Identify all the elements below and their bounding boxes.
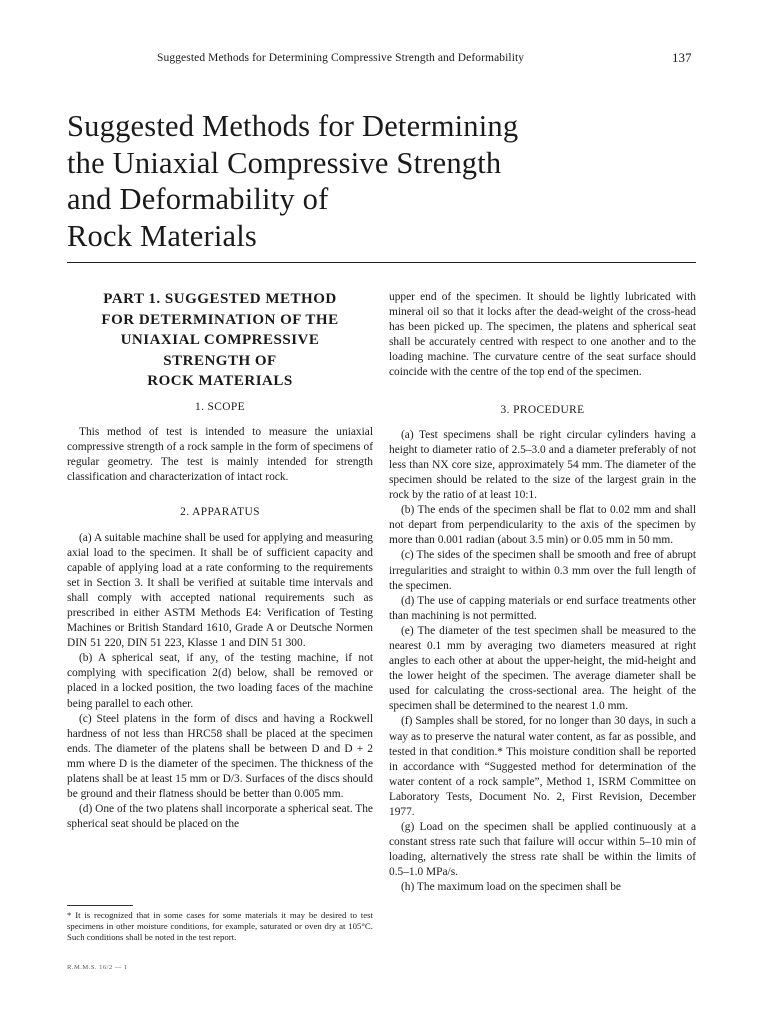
part-heading [67,289,373,392]
part-heading-line: UNIAXIAL COMPRESSIVE [120,332,320,349]
procedure-heading: 3. PROCEDURE [500,403,585,416]
apparatus-heading: 2. APPARATUS [180,506,260,519]
part-heading-line: FOR DETERMINATION OF THE [101,311,339,328]
footnote: * It is recognized that in some cases for some materials it may be desired to test specimens in other moisture conditions, for example, saturated or oven dry at 105°C. Such conditions shall be noted in the test report. [67,910,373,942]
procedure-paragraph-a: (a) Test specimens shall be right circular cylinders having a height to diameter ratio of 2.5–3.0 and a diameter preferably of not less than NX core size, approximately 54 mm. The diameter of the specimen should be related to the size of the largest grain in the rock by the ratio of at least 10:1. [389,428,696,502]
title-line: Suggested Methods for Determining [67,109,519,143]
procedure-paragraph-e: (e) The diameter of the test specimen shall be measured to the nearest 0.1 mm by averaging two diameters measured at right angles to each other at about the upper-height, the mid-height and the lower height of the specimen. The average diameter shall be used for calculating the cross-sectional area. The height of the specimen shall be determined to the nearest 1.0 mm. [389,624,696,713]
scope-heading: 1. SCOPE [194,400,246,413]
part-heading-line: PART 1. SUGGESTED METHOD [103,291,337,307]
procedure-paragraph-c: (c) The sides of the specimen shall be smooth and free of abrupt irregularities and straight to within 0.3 mm over the full length of the specimen. [389,549,696,592]
procedure-paragraph-h: (h) The maximum load on the specimen shall be [401,881,621,894]
apparatus-paragraph-a: (a) A suitable machine shall be used for applying and measuring axial load to the specimen. It shall be of sufficient capacity and capable of applying load at a rate conforming to the requirements set in Section 3. It shall be verified at suitable time intervals and shall comply with accepted national requirements such as prescribed in either ASTM Methods E4: Verification of Testing Machines or British Standard 1610, Grade A or Deutsche Normen DIN 51 220, DIN 51 223, Klasse 1 and DIN 51 300. [67,531,373,650]
page-number: 137 [672,50,692,65]
left-column [67,289,373,832]
part-heading-line: ROCK MATERIALS [147,373,293,390]
apparatus-paragraph-c: (c) Steel platens in the form of discs and having a Rockwell hardness of not less than HRC58 shall be placed at the specimen ends. The diameter of the platens shall be between D and D + 2 mm where D is the diameter of the specimen. The thickness of the platens shall be at least 15 mm or D/3. Surfaces of the discs should be ground and their flatness should be better than 0.005 mm. [67,712,373,801]
procedure-paragraph-d: (d) The use of capping materials or end surface treatments other than machining is not permitted. [389,594,696,622]
part-heading-line: STRENGTH OF [163,352,277,369]
title-line: the Uniaxial Compressive Strength [67,145,502,180]
title-line: Rock Materials [67,218,257,253]
title-divider [67,262,696,263]
procedure-paragraph-g: (g) Load on the specimen shall be applied continuously at a constant stress rate such that failure will occur within 5–10 min of loading, alternatively the stress rate shall be within the limits of 0.5–1.0 MPa/s. [389,821,696,879]
procedure-paragraph-b: (b) The ends of the specimen shall be flat to 0.02 mm and shall not depart from perpendicularity to the axis of the specimen by more than 0.001 radian (about 3.5 min) or 0.05 mm in 50 mm. [389,504,696,547]
procedure-paragraph-f: (f) Samples shall be stored, for no longer than 30 days, in such a way as to preserve the natural water content, as far as possible, and tested in that condition.* This moisture condition shall be reported in accordance with “Suggested method for determination of the water content of a rock sample”, Method 1, ISRM Committee on Laboratory Tests, Document No. 2, First Revision, December 1977. [389,715,696,818]
footnote-divider [67,905,133,906]
apparatus-paragraph-d: (d) One of the two platens shall incorporate a spherical seat. The spherical seat should be placed on the [67,803,373,831]
right-column [389,290,696,896]
apparatus-continuation: upper end of the specimen. It should be lightly lubricated with mineral oil so that it locks after the dead-weight of the cross-head has been picked up. The specimen, the platens and spherical seat shall be accurately centred with respect to one another and to the loading machine. The curvature centre of the seat surface should coincide with the centre of the top end of the specimen. [389,291,696,379]
footer-code: R.M.M.S. 16/2 — 1 [67,964,128,971]
apparatus-paragraph-b: (b) A spherical seat, if any, of the testing machine, if not complying with specification 2(d) below, shall be removed or placed in a locked position, the two loading faces of the machine being parallel to each other. [67,652,373,710]
scope-paragraph: This method of test is intended to measure the uniaxial compressive strength of a rock sample in the form of specimens of regular geometry. The test is mainly intended for strength classification and characterization of intact rock. [67,426,373,484]
running-head: Suggested Methods for Determining Compressive Strength and Deformability [157,52,525,64]
title-line: and Deformability of [67,182,329,216]
article-title [67,108,627,254]
